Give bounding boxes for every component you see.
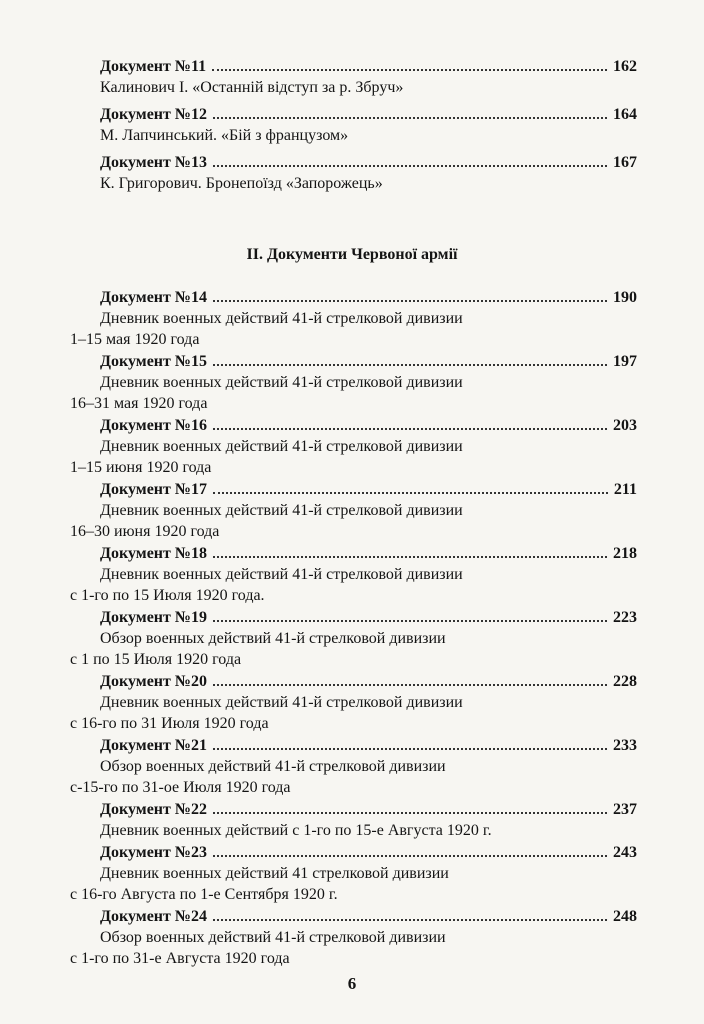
toc-entry [0, 287, 704, 350]
toc-entry-heading [100, 671, 637, 692]
toc-entry-heading [100, 351, 637, 372]
toc-page-number: 203 [613, 417, 637, 434]
toc-page-number: 237 [613, 801, 637, 818]
toc-entry-heading [100, 287, 637, 308]
toc-page-number: 243 [613, 844, 637, 861]
section-title: ІІ. Документи Червоної армії [246, 246, 458, 263]
toc-entry-heading [100, 735, 637, 756]
toc-entry [0, 543, 704, 606]
toc-page-number: 190 [613, 289, 637, 306]
document-description: М. Лапчинський. «Бій з французом» [100, 127, 349, 144]
document-description: Дневник военных действий с 1-го по 15-е Августа 1920 г. [100, 822, 492, 839]
document-title: Документ №12 [100, 106, 207, 123]
document-description: К. Григорович. Бронепоїзд «Запорожець» [100, 175, 383, 192]
toc-page-number: 197 [613, 353, 637, 370]
toc-entry [0, 152, 704, 194]
toc-entry [0, 351, 704, 414]
dot-leader [213, 117, 607, 119]
toc-page-number: 218 [613, 545, 637, 562]
document-description: Обзор военных действий 41-й стрелковой дивизии [100, 758, 446, 775]
toc-entry [0, 415, 704, 478]
document-description: Дневник военных действий 41-й стрелковой дивизии [100, 502, 463, 519]
page-number: 6 [347, 974, 357, 993]
toc-entry [0, 104, 704, 146]
toc-page-number: 162 [613, 58, 637, 75]
document-description: Дневник военных действий 41-й стрелковой дивизии [100, 438, 463, 455]
document-description: Дневник военных действий 41 стрелковой дивизии [100, 865, 449, 882]
toc-entry [0, 56, 704, 98]
document-title: Документ №24 [100, 908, 207, 925]
dot-leader [212, 69, 607, 71]
toc-entry-heading [100, 799, 637, 820]
dot-leader [213, 855, 607, 857]
toc-entry-heading [100, 104, 637, 125]
document-description: Дневник военных действий 41-й стрелковой дивизии [100, 566, 463, 583]
document-description: 16–31 мая 1920 года [70, 395, 208, 412]
toc-entry [0, 799, 704, 841]
document-description: с 1-го по 31-е Августа 1920 года [70, 950, 290, 967]
document-description: с 16-го Августа по 1-е Сентября 1920 г. [70, 886, 338, 903]
document-description: 1–15 июня 1920 года [70, 459, 212, 476]
document-description: Дневник военных действий 41-й стрелковой дивизии [100, 374, 463, 391]
toc-entry-heading [100, 415, 637, 436]
dot-leader [213, 165, 607, 167]
toc-page-number: 211 [613, 481, 637, 498]
document-title: Документ №14 [100, 289, 207, 306]
toc-part1 [0, 56, 704, 200]
toc-page-number: 223 [613, 609, 637, 626]
toc-entry-heading [100, 906, 637, 927]
dot-leader [213, 428, 607, 430]
document-title: Документ №13 [100, 154, 207, 171]
dot-leader [213, 300, 607, 302]
document-description: 16–30 июня 1920 года [70, 523, 220, 540]
toc-entry [0, 735, 704, 798]
document-title: Документ №19 [100, 609, 207, 626]
dot-leader [213, 684, 607, 686]
document-description: с 1 по 15 Июля 1920 года [70, 651, 242, 668]
document-description: Обзор военных действий 41-й стрелковой дивизии [100, 630, 446, 647]
document-description: Дневник военных действий 41-й стрелковой дивизии [100, 694, 463, 711]
toc-entry [0, 671, 704, 734]
document-description: Дневник военных действий 41-й стрелковой дивизии [100, 310, 463, 327]
document-title: Документ №18 [100, 545, 207, 562]
toc-entry [0, 842, 704, 905]
toc-entry [0, 906, 704, 969]
toc-entry-heading [100, 543, 637, 564]
toc-entry-heading [100, 479, 637, 500]
toc-entry [0, 479, 704, 542]
toc-page-number: 248 [613, 908, 637, 925]
document-title: Документ №17 [100, 481, 207, 498]
document-description: с 16-го по 31 Июля 1920 года [70, 715, 269, 732]
toc-entry-heading [100, 56, 637, 77]
toc-entry-heading [100, 607, 637, 628]
document-title: Документ №20 [100, 673, 207, 690]
document-description: с 1-го по 15 Июля 1920 года. [70, 587, 265, 604]
toc-page-number: 233 [613, 737, 637, 754]
document-title: Документ №15 [100, 353, 207, 370]
document-description: Калинович І. «Останній відступ за р. Збруч» [100, 79, 404, 96]
document-description: 1–15 мая 1920 года [70, 331, 200, 348]
toc-entry [0, 607, 704, 670]
document-description: с-15-го по 31-ое Июля 1920 года [70, 779, 291, 796]
document-description: Обзор военных действий 41-й стрелковой дивизии [100, 929, 446, 946]
toc-page-number: 228 [613, 673, 637, 690]
document-title: Документ №23 [100, 844, 207, 861]
dot-leader [213, 620, 607, 622]
dot-leader [213, 748, 607, 750]
toc-page-number: 167 [613, 154, 637, 171]
document-title: Документ №11 [100, 58, 207, 75]
dot-leader [213, 492, 608, 494]
dot-leader [213, 364, 607, 366]
dot-leader [213, 919, 607, 921]
toc-entry-heading [100, 152, 637, 173]
toc-page-number: 164 [613, 106, 637, 123]
document-title: Документ №21 [100, 737, 207, 754]
document-title: Документ №16 [100, 417, 207, 434]
dot-leader [213, 812, 607, 814]
dot-leader [213, 556, 607, 558]
document-title: Документ №22 [100, 801, 207, 818]
toc-entry-heading [100, 842, 637, 863]
toc-part2 [0, 287, 704, 970]
